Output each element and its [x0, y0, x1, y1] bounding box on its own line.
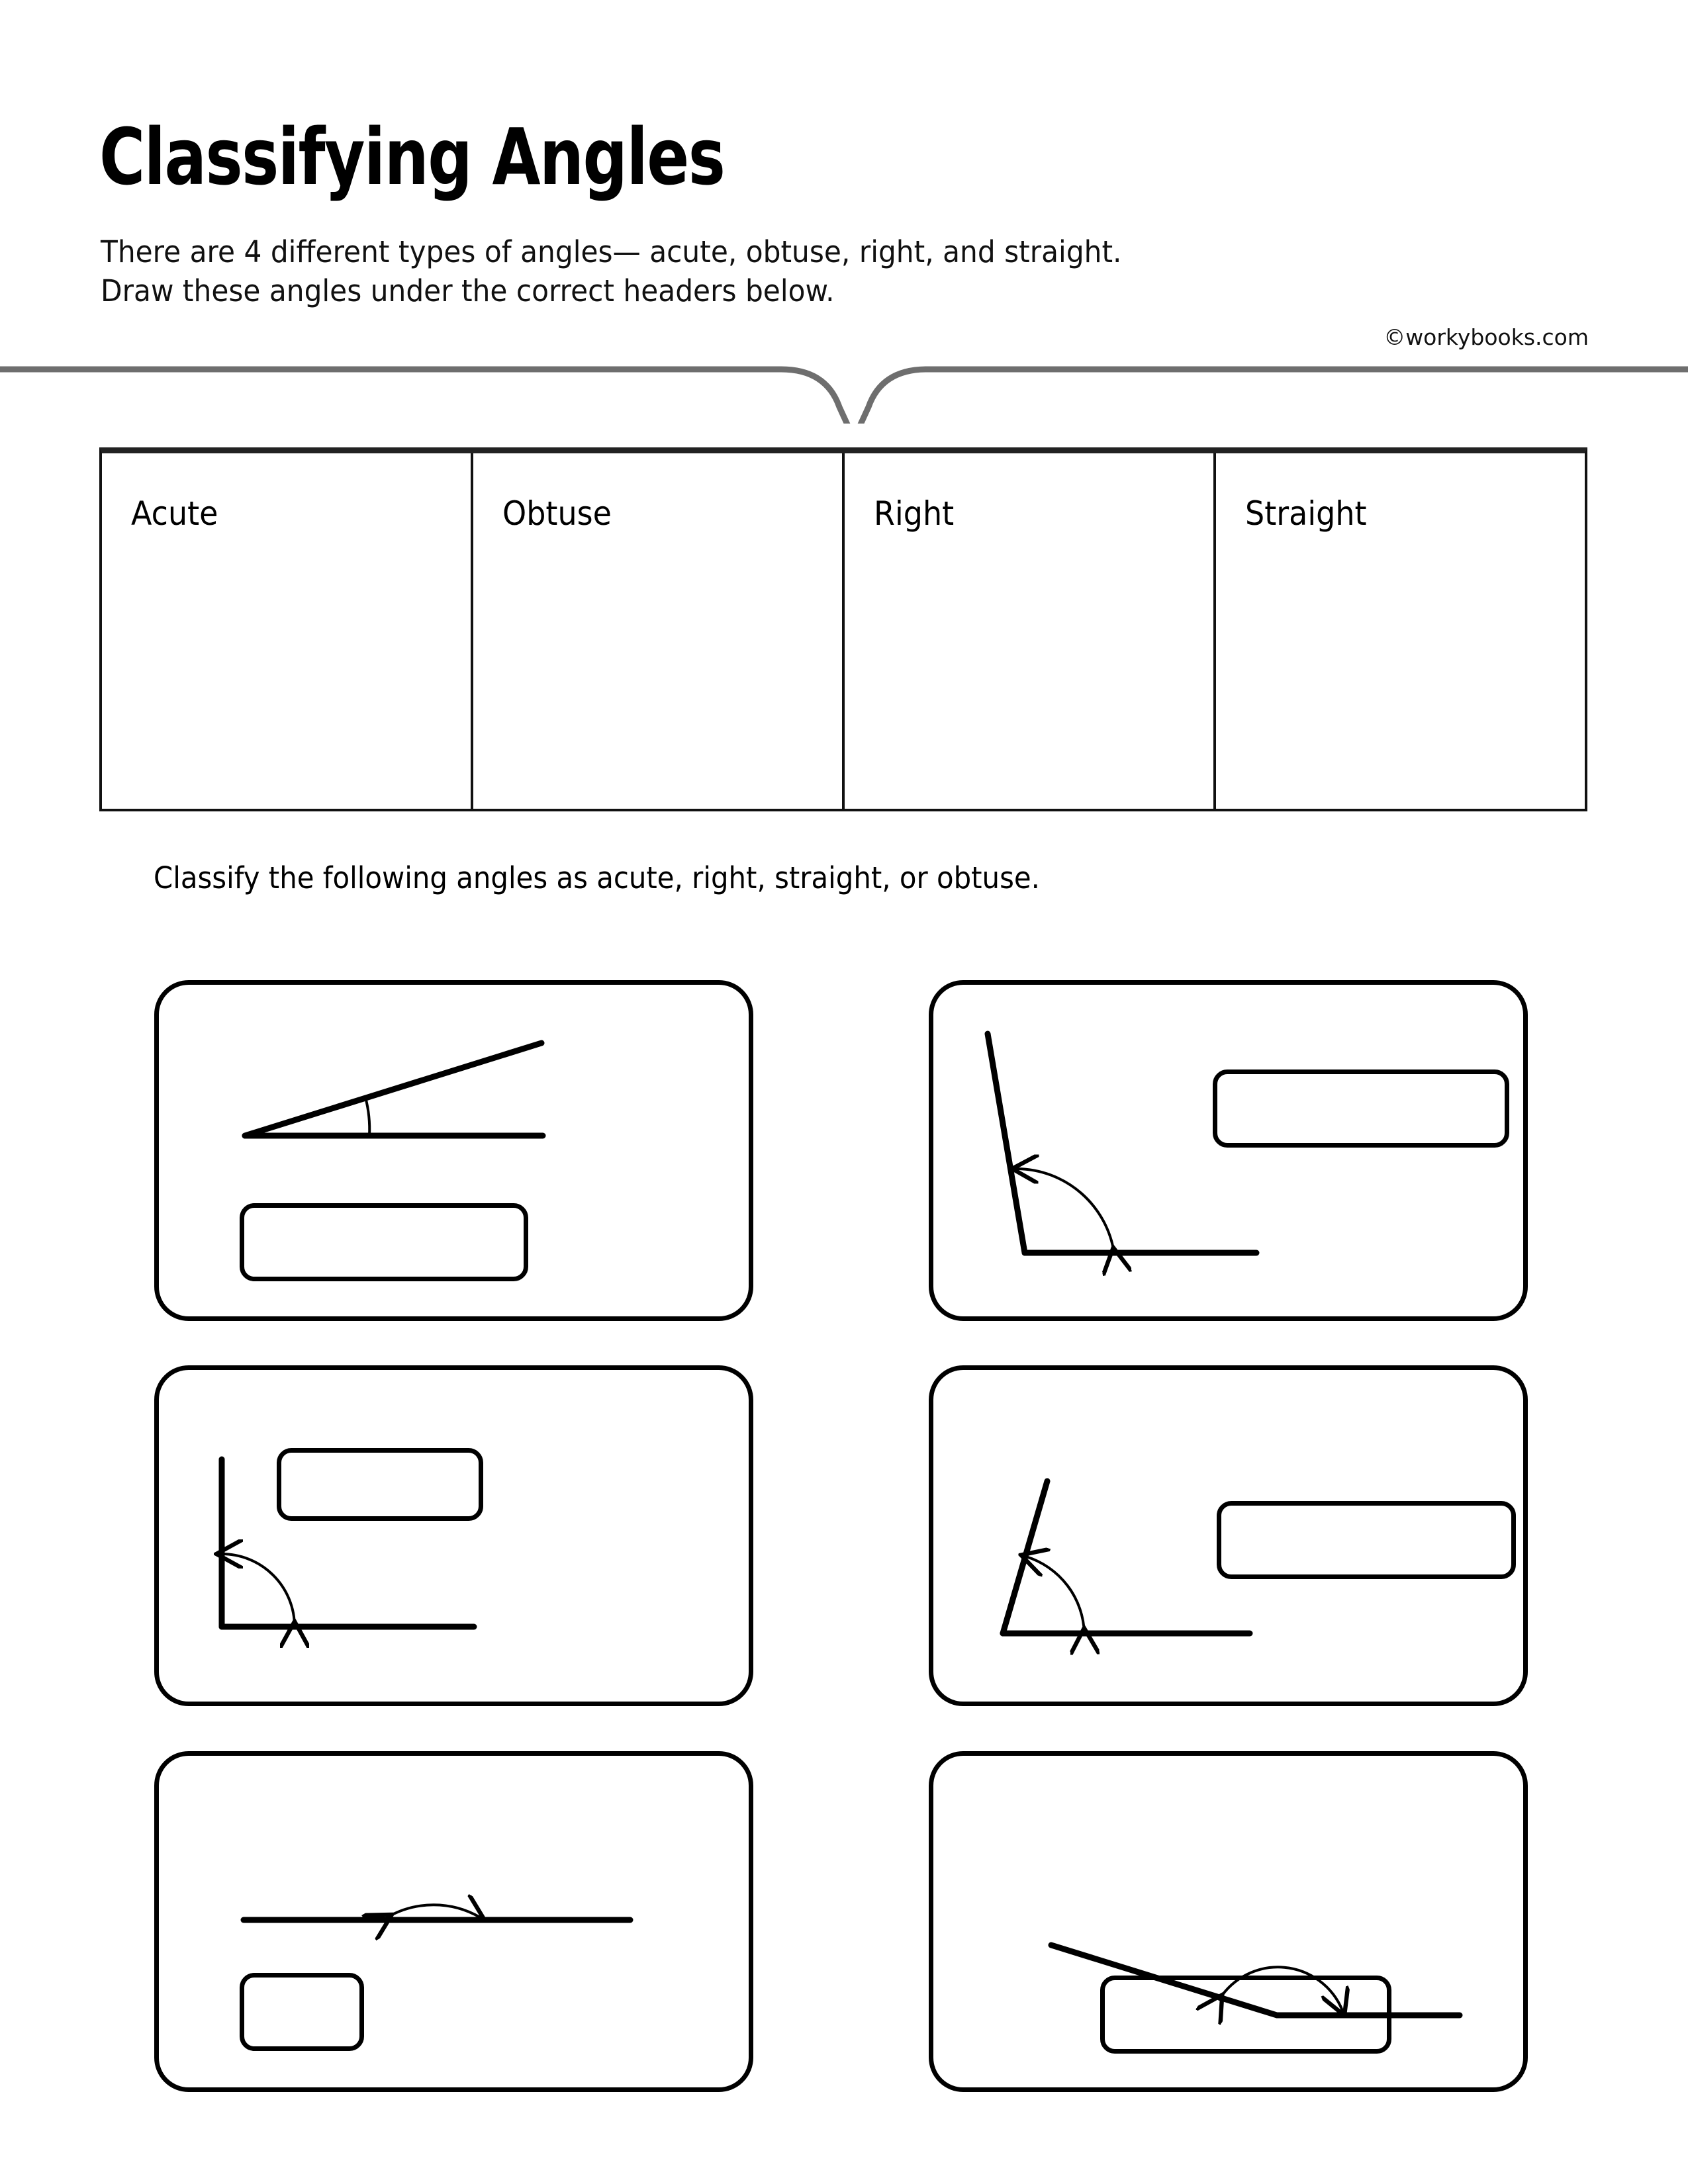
answer-box-6[interactable]: [1100, 1976, 1391, 2054]
angle-exercise-card-3[interactable]: [154, 1365, 753, 1706]
angle-figure-obtuse-2: [933, 985, 1528, 1321]
table-column-label: Right: [874, 494, 955, 533]
classify-instruction: Classify the following angles as acute, right, straight, or obtuse.: [154, 860, 1040, 895]
answer-box-1[interactable]: [240, 1203, 528, 1281]
table-column-straight[interactable]: [1216, 453, 1585, 809]
angle-exercise-card-6[interactable]: [929, 1751, 1528, 2092]
table-column-right[interactable]: [845, 453, 1216, 809]
angle-exercise-card-2[interactable]: [929, 980, 1528, 1321]
angle-exercise-grid: [154, 980, 1528, 2092]
table-column-label: Acute: [131, 494, 218, 533]
watermark-label: ©workybooks.com: [1383, 324, 1589, 350]
answer-box-2[interactable]: [1213, 1069, 1509, 1148]
table-column-label: Straight: [1245, 494, 1367, 533]
angle-exercise-card-5[interactable]: [154, 1751, 753, 2092]
answer-box-3[interactable]: [277, 1448, 483, 1521]
category-table: [99, 447, 1587, 811]
table-column-acute[interactable]: [102, 453, 473, 809]
table-column-obtuse[interactable]: [473, 453, 845, 809]
page-title: Classifying Angles: [99, 111, 725, 203]
page-subtitle: There are 4 different types of angles— acute, obtuse, right, and straight. Draw these angles under the correct headers below.: [101, 234, 1122, 308]
angle-exercise-card-4[interactable]: [929, 1365, 1528, 1706]
header-divider: [0, 344, 1688, 424]
angle-exercise-card-1[interactable]: [154, 980, 753, 1321]
answer-box-4[interactable]: [1217, 1501, 1516, 1579]
answer-box-5[interactable]: [240, 1973, 364, 2051]
angle-figure-right-3: [159, 1370, 753, 1706]
table-column-label: Obtuse: [502, 494, 612, 533]
